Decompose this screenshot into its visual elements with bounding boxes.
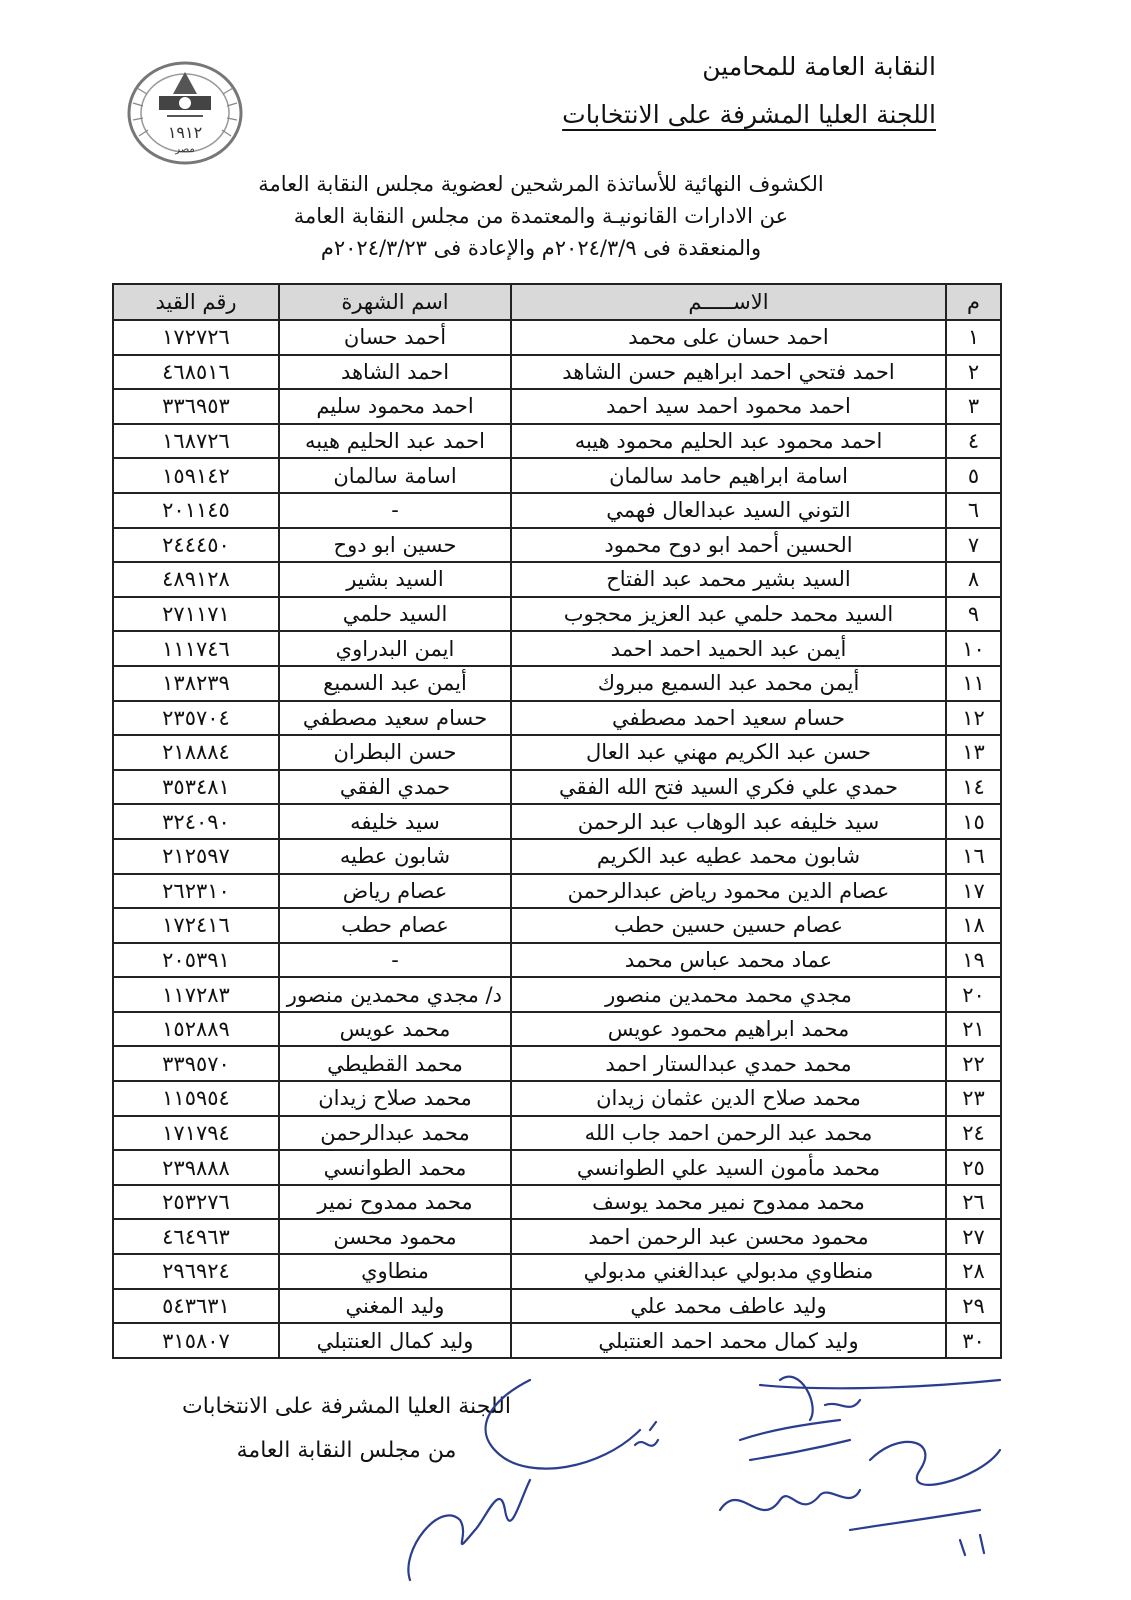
registration-number: ٤٦٨٥١٦	[113, 355, 279, 390]
row-number: ٦	[946, 493, 1001, 528]
column-header-known-as: اسم الشهرة	[279, 284, 511, 320]
candidate-name: وليد كمال محمد احمد العنتبلي	[511, 1323, 946, 1358]
registration-number: ٢٧١١٧١	[113, 597, 279, 632]
candidate-name: عماد محمد عباس محمد	[511, 943, 946, 978]
registration-number: ٤٨٩١٢٨	[113, 562, 279, 597]
logo-country: مصر	[175, 144, 195, 155]
registration-number: ٢٣٥٧٠٤	[113, 701, 279, 736]
registration-number: ١١١٧٤٦	[113, 631, 279, 666]
known-as-name: ايمن البدراوي	[279, 631, 511, 666]
heading-line-1: الكشوف النهائية للأساتذة المرشحين لعضوية مجلس النقابة العامة	[258, 172, 824, 196]
registration-number: ١٧٢٤١٦	[113, 908, 279, 943]
registration-number: ٢٠٥٣٩١	[113, 943, 279, 978]
known-as-name: احمد محمود سليم	[279, 389, 511, 424]
organization-name: النقابة العامة للمحامين	[702, 52, 936, 81]
registration-number: ١٥٩١٤٢	[113, 458, 279, 493]
row-number: ٨	[946, 562, 1001, 597]
known-as-name: شابون عطيه	[279, 839, 511, 874]
known-as-name: -	[279, 493, 511, 528]
table-row	[113, 908, 1001, 943]
registration-number: ١٥٢٨٨٩	[113, 1012, 279, 1047]
candidate-name: الحسين أحمد ابو دوح محمود	[511, 528, 946, 563]
known-as-name: محمود محسن	[279, 1219, 511, 1254]
row-number: ٣	[946, 389, 1001, 424]
table-row	[113, 735, 1001, 770]
known-as-name: حسام سعيد مصطفي	[279, 701, 511, 736]
table-row	[113, 493, 1001, 528]
registration-number: ٥٤٣٦٣١	[113, 1289, 279, 1324]
registration-number: ٢٦٢٣١٠	[113, 874, 279, 909]
table-row	[113, 1116, 1001, 1151]
candidate-name: عصام الدين محمود رياض عبدالرحمن	[511, 874, 946, 909]
candidate-name: احمد حسان على محمد	[511, 320, 946, 355]
candidate-name: محمود محسن عبد الرحمن احمد	[511, 1219, 946, 1254]
row-number: ١٧	[946, 874, 1001, 909]
table-row	[113, 701, 1001, 736]
candidate-name: حسن عبد الكريم مهني عبد العال	[511, 735, 946, 770]
candidate-name: سيد خليفه عبد الوهاب عبد الرحمن	[511, 804, 946, 839]
known-as-name: أيمن عبد السميع	[279, 666, 511, 701]
row-number: ٢٩	[946, 1289, 1001, 1324]
known-as-name: السيد بشير	[279, 562, 511, 597]
table-row	[113, 1219, 1001, 1254]
row-number: ١٦	[946, 839, 1001, 874]
committee-name: اللجنة العليا المشرفة على الانتخابات	[562, 100, 936, 129]
table-row	[113, 666, 1001, 701]
registration-number: ١١٥٩٥٤	[113, 1081, 279, 1116]
candidate-name: احمد محمود احمد سيد احمد	[511, 389, 946, 424]
row-number: ٤	[946, 424, 1001, 459]
registration-number: ٢٠١١٤٥	[113, 493, 279, 528]
footer-line-1: اللجنة العليا المشرفة على الانتخابات	[182, 1394, 511, 1419]
table-row	[113, 389, 1001, 424]
column-header-name: الاســـــم	[511, 284, 946, 320]
candidate-name: محمد ممدوح نمير محمد يوسف	[511, 1185, 946, 1220]
table-header-row	[113, 284, 1001, 320]
candidate-name: محمد ابراهيم محمود عويس	[511, 1012, 946, 1047]
table-row	[113, 562, 1001, 597]
known-as-name: عصام حطب	[279, 908, 511, 943]
row-number: ١١	[946, 666, 1001, 701]
table-row	[113, 1046, 1001, 1081]
candidate-name: أيمن عبد الحميد احمد احمد	[511, 631, 946, 666]
known-as-name: د/ مجدي محمدين منصور	[279, 977, 511, 1012]
known-as-name: محمد الطوانسي	[279, 1150, 511, 1185]
registration-number: ٣٢٤٠٩٠	[113, 804, 279, 839]
known-as-name: احمد عبد الحليم هيبه	[279, 424, 511, 459]
known-as-name: سيد خليفه	[279, 804, 511, 839]
candidate-name: شابون محمد عطيه عبد الكريم	[511, 839, 946, 874]
row-number: ١٣	[946, 735, 1001, 770]
table-row	[113, 943, 1001, 978]
registration-number: ٢٥٣٢٧٦	[113, 1185, 279, 1220]
candidate-name: السيد بشير محمد عبد الفتاح	[511, 562, 946, 597]
row-number: ٢٧	[946, 1219, 1001, 1254]
table-row	[113, 1012, 1001, 1047]
known-as-name: محمد القطيطي	[279, 1046, 511, 1081]
candidate-name: عصام حسين حسين حطب	[511, 908, 946, 943]
known-as-name: محمد صلاح زيدان	[279, 1081, 511, 1116]
row-number: ٢٦	[946, 1185, 1001, 1220]
row-number: ٢٠	[946, 977, 1001, 1012]
table-row	[113, 424, 1001, 459]
registration-number: ٢٩٦٩٢٤	[113, 1254, 279, 1289]
column-header-reg-no: رقم القيد	[113, 284, 279, 320]
known-as-name: محمد عبدالرحمن	[279, 1116, 511, 1151]
row-number: ١٠	[946, 631, 1001, 666]
table-row	[113, 458, 1001, 493]
table-row	[113, 631, 1001, 666]
candidate-name: محمد مأمون السيد علي الطوانسي	[511, 1150, 946, 1185]
candidates-table	[112, 283, 1002, 1359]
known-as-name: حمدي الفقي	[279, 770, 511, 805]
known-as-name: حسين ابو دوح	[279, 528, 511, 563]
known-as-name: احمد الشاهد	[279, 355, 511, 390]
known-as-name: محمد ممدوح نمير	[279, 1185, 511, 1220]
known-as-name: -	[279, 943, 511, 978]
table-row	[113, 1081, 1001, 1116]
registration-number: ٣٣٩٥٧٠	[113, 1046, 279, 1081]
registration-number: ١١٧٢٨٣	[113, 977, 279, 1012]
syndicate-seal-logo	[125, 58, 245, 168]
registration-number: ١٧١٧٩٤	[113, 1116, 279, 1151]
table-row	[113, 355, 1001, 390]
table-row	[113, 1185, 1001, 1220]
row-number: ٩	[946, 597, 1001, 632]
registration-number: ٣٣٦٩٥٣	[113, 389, 279, 424]
row-number: ١٩	[946, 943, 1001, 978]
column-header-no: م	[946, 284, 1001, 320]
table-row	[113, 597, 1001, 632]
table-row	[113, 1150, 1001, 1185]
row-number: ٧	[946, 528, 1001, 563]
registration-number: ٢١٨٨٨٤	[113, 735, 279, 770]
document-heading	[181, 168, 901, 264]
row-number: ٢	[946, 355, 1001, 390]
known-as-name: اسامة سالمان	[279, 458, 511, 493]
row-number: ٥	[946, 458, 1001, 493]
known-as-name: منطاوي	[279, 1254, 511, 1289]
known-as-name: محمد عويس	[279, 1012, 511, 1047]
registration-number: ٤٦٤٩٦٣	[113, 1219, 279, 1254]
row-number: ١٨	[946, 908, 1001, 943]
table-row	[113, 770, 1001, 805]
row-number: ٢١	[946, 1012, 1001, 1047]
candidate-name: أيمن محمد عبد السميع مبروك	[511, 666, 946, 701]
candidate-name: احمد محمود عبد الحليم محمود هيبه	[511, 424, 946, 459]
table-row	[113, 977, 1001, 1012]
handwritten-signatures	[380, 1360, 1020, 1590]
table-row	[113, 528, 1001, 563]
registration-number: ١٣٨٢٣٩	[113, 666, 279, 701]
row-number: ٢٢	[946, 1046, 1001, 1081]
candidate-name: محمد عبد الرحمن احمد جاب الله	[511, 1116, 946, 1151]
candidate-name: وليد عاطف محمد علي	[511, 1289, 946, 1324]
row-number: ٢٣	[946, 1081, 1001, 1116]
row-number: ١٥	[946, 804, 1001, 839]
row-number: ٢٥	[946, 1150, 1001, 1185]
table-row	[113, 804, 1001, 839]
row-number: ٢٤	[946, 1116, 1001, 1151]
row-number: ١٤	[946, 770, 1001, 805]
candidate-name: حسام سعيد احمد مصطفي	[511, 701, 946, 736]
candidate-name: التوني السيد عبدالعال فهمي	[511, 493, 946, 528]
registration-number: ١٧٢٧٢٦	[113, 320, 279, 355]
known-as-name: حسن البطران	[279, 735, 511, 770]
candidate-name: اسامة ابراهيم حامد سالمان	[511, 458, 946, 493]
row-number: ١	[946, 320, 1001, 355]
candidate-name: احمد فتحي احمد ابراهيم حسن الشاهد	[511, 355, 946, 390]
logo-year: ١٩١٢	[167, 123, 203, 142]
known-as-name: وليد المغني	[279, 1289, 511, 1324]
registration-number: ٢٣٩٨٨٨	[113, 1150, 279, 1185]
table-row	[113, 1254, 1001, 1289]
candidate-name: حمدي علي فكري السيد فتح الله الفقي	[511, 770, 946, 805]
registration-number: ١٦٨٧٢٦	[113, 424, 279, 459]
table-row	[113, 874, 1001, 909]
candidate-name: مجدي محمد محمدين منصور	[511, 977, 946, 1012]
table-row	[113, 320, 1001, 355]
registration-number: ٣١٥٨٠٧	[113, 1323, 279, 1358]
heading-line-3: والمنعقدة فى ٢٠٢٤/٣/٩م والإعادة فى ٢٠٢٤/٣/٢٣م	[320, 236, 762, 260]
candidate-name: منطاوي مدبولي عبدالغني مدبولي	[511, 1254, 946, 1289]
table-row	[113, 839, 1001, 874]
table-row	[113, 1323, 1001, 1358]
registration-number: ٢١٢٥٩٧	[113, 839, 279, 874]
registration-number: ٣٥٣٤٨١	[113, 770, 279, 805]
candidate-name: السيد محمد حلمي عبد العزيز محجوب	[511, 597, 946, 632]
footer-line-2: من مجلس النقابة العامة	[236, 1438, 457, 1463]
row-number: ٢٨	[946, 1254, 1001, 1289]
row-number: ١٢	[946, 701, 1001, 736]
registration-number: ٢٤٤٤٥٠	[113, 528, 279, 563]
candidate-name: محمد صلاح الدين عثمان زيدان	[511, 1081, 946, 1116]
table-row	[113, 1289, 1001, 1324]
candidate-name: محمد حمدي عبدالستار احمد	[511, 1046, 946, 1081]
known-as-name: أحمد حسان	[279, 320, 511, 355]
known-as-name: عصام رياض	[279, 874, 511, 909]
row-number: ٣٠	[946, 1323, 1001, 1358]
known-as-name: وليد كمال العنتبلي	[279, 1323, 511, 1358]
heading-line-2: عن الادارات القانونيـة والمعتمدة من مجلس النقابة العامة	[293, 204, 789, 228]
known-as-name: السيد حلمي	[279, 597, 511, 632]
